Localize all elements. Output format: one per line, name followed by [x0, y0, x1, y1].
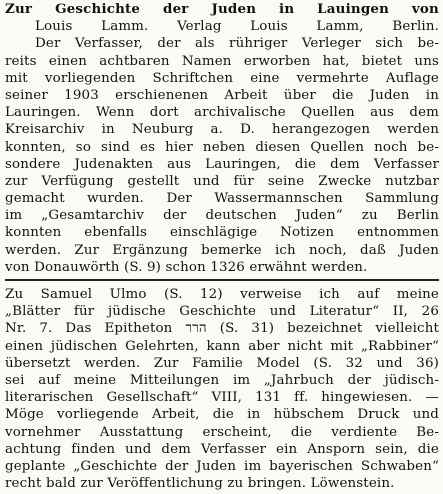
- review-text-line: sondere Judenakten aus Lauringen, die dem Verfasser: [5, 156, 439, 172]
- review-text-line: Der Verfasser, der als rühriger Verleger sich be-: [35, 36, 439, 52]
- review-text-line: konnten, so sind es hier neben diesen Quellen noch be-: [5, 139, 439, 155]
- section-divider: [5, 279, 439, 281]
- note-text-line: Möge vorliegende Arbeit, die in hübschem Druck und: [5, 407, 439, 423]
- review-text-line: Lauringen. Wenn dort archivalische Quellen aus dem: [5, 105, 439, 121]
- note-text-line: Nr. 7. Das Epitheton הרר (S. 31) bezeichnet vielleicht: [5, 321, 439, 337]
- review-title-line: Zur Geschichte der Juden in Lauingen von: [5, 1, 439, 17]
- note-text-line: Zu Samuel Ulmo (S. 12) verweise ich auf meine: [5, 287, 439, 302]
- note-text-line: vornehmer Ausstattung erscheint, die verdiente Be-: [5, 424, 439, 440]
- review-text-line: werden. Zur Ergänzung bemerke ich noch, daß Juden: [5, 242, 439, 258]
- review-text-line: reits einen achtbaren Namen erworben hat, bietet uns: [5, 53, 439, 69]
- review-text-line: Kreisarchiv in Neuburg a. D. herangezogen werden: [5, 122, 439, 138]
- review-text-line: konnten ebenfalls einschlägige Notizen entnommen: [5, 225, 439, 241]
- review-text-line: im „Gesamtarchiv der deutschen Juden“ zu Berlin: [5, 208, 439, 224]
- note-text-line: sei auf meine Mitteilungen im „Jahrbuch der jüdisch-: [5, 372, 439, 388]
- review-author-line: Louis Lamm. Verlag Louis Lamm, Berlin.: [35, 19, 439, 35]
- review-text-line: gemacht wurden. Der Wassermannschen Sammlung: [5, 191, 439, 207]
- note-text-line: geplante „Geschichte der Juden im bayerischen Schwaben“: [5, 458, 439, 474]
- review-text-line: zur Verfügung gestellt und für seine Zwecke nutzbar: [5, 173, 439, 189]
- review-text-line: seiner 1903 erschienenen Arbeit über die Juden in: [5, 87, 439, 103]
- note-text-line: einen jüdischen Gelehrten, kann aber nicht mit „Rabbiner“: [5, 338, 439, 354]
- review-section: [5, 1, 439, 276]
- note-text-line: „Blätter für jüdische Geschichte und Literatur“ II, 26: [5, 304, 439, 320]
- review-text-line: mit vorliegenden Schriftchen eine vermehrte Auflage: [5, 70, 439, 86]
- note-text-line: literarischen Gesellschaft“ VIII, 131 ff. hingewiesen. —: [5, 390, 439, 406]
- review-text-line: von Donauwörth (S. 9) schon 1326 erwähnt werden.: [5, 259, 368, 275]
- note-text-line: achtung finden und dem Verfasser ein Ansporn sein, die: [5, 441, 439, 457]
- note-text-line: übersetzt werden. Zur Familie Model (S. 32 und 36): [5, 355, 439, 371]
- note-text-line: recht bald zur Veröffentlichung zu bringen. Löwenstein.: [5, 476, 395, 492]
- note-section: [5, 286, 439, 492]
